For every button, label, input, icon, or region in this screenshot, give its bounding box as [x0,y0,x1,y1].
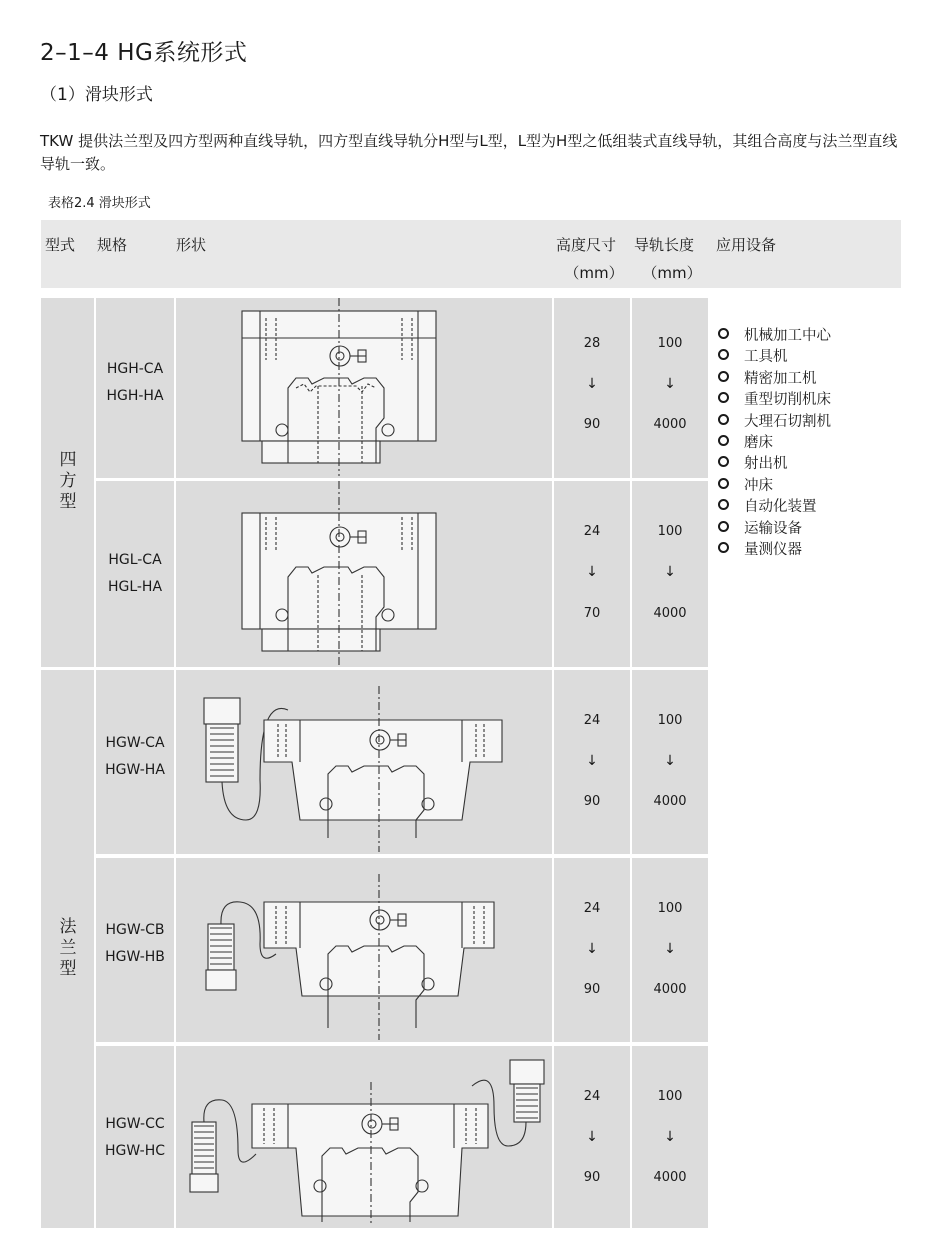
table-caption: 表格2.4 滑块形式 [48,196,151,211]
list-item: 大理石切割机 [718,410,831,431]
list-item: 冲床 [718,474,831,495]
length-arrow: ↓ [664,1129,676,1145]
list-item: 磨床 [718,431,831,452]
length-min: 100 [657,524,683,539]
length-min: 100 [657,713,683,728]
height-arrow: ↓ [586,376,598,392]
list-item: 重型切削机床 [718,388,831,409]
height-min: 24 [583,713,601,728]
length-arrow: ↓ [664,753,676,769]
section-title: 2–1–4 HG系统形式 [40,40,248,66]
length-min: 100 [657,901,683,916]
height-arrow: ↓ [586,564,598,580]
circle-bullet-icon [718,435,729,446]
list-item: 射出机 [718,452,831,473]
list-item: 机械加工中心 [718,324,831,345]
circle-bullet-icon [718,414,729,425]
spec-label: HGW-CB HGW-HB [105,922,165,965]
list-item: 运输设备 [718,517,831,538]
length-arrow: ↓ [664,564,676,580]
header-height: 高度尺寸 [556,236,617,254]
circle-bullet-icon [718,392,729,403]
length-max: 4000 [653,606,687,621]
header-type: 型式 [45,236,76,254]
hgh-block-drawing [176,298,552,478]
list-item: 工具机 [718,345,831,366]
height-max: 90 [583,982,601,997]
hgw-ca-block-drawing [176,670,552,854]
list-item: 精密加工机 [718,367,831,388]
hgl-block-drawing [176,481,552,667]
height-max: 90 [583,1170,601,1185]
spec-label: HGL-CA HGL-HA [107,552,163,595]
list-item: 自动化装置 [718,495,831,516]
intro-paragraph: TKW 提供法兰型及四方型两种直线导轨，四方型直线导轨分H型与L型，L型为H型之低组装式直线导轨，其组合高度与法兰型直线导轨一致。 [40,132,898,173]
header-length-unit: （mm） [642,264,702,282]
spec-label: HGW-CC HGW-HC [104,1116,165,1159]
length-arrow: ↓ [664,376,676,392]
length-max: 4000 [653,417,687,432]
header-application: 应用设备 [716,236,777,254]
group-label-square: 四 方 型 [59,450,77,512]
circle-bullet-icon [718,521,729,532]
length-max: 4000 [653,1170,687,1185]
height-min: 24 [583,901,601,916]
hgw-cc-block-drawing [176,1046,552,1228]
application-list [718,324,831,559]
spec-label: HGH-CA HGH-HA [106,361,164,404]
length-arrow: ↓ [664,941,676,957]
circle-bullet-icon [718,328,729,339]
height-min: 24 [583,1089,601,1104]
length-min: 100 [657,1089,683,1104]
circle-bullet-icon [718,499,729,510]
spec-label: HGW-CA HGW-HA [105,735,165,778]
circle-bullet-icon [718,371,729,382]
circle-bullet-icon [718,456,729,467]
hgw-cb-block-drawing [176,858,552,1042]
height-arrow: ↓ [586,1129,598,1145]
subsection-title: （1）滑块形式 [40,85,153,105]
circle-bullet-icon [718,542,729,553]
length-max: 4000 [653,982,687,997]
height-max: 90 [583,417,601,432]
height-min: 28 [583,336,601,351]
header-length: 导轨长度 [634,236,695,254]
header-height-unit: （mm） [564,264,624,282]
length-min: 100 [657,336,683,351]
circle-bullet-icon [718,478,729,489]
height-min: 24 [583,524,601,539]
height-arrow: ↓ [586,753,598,769]
height-max: 90 [583,794,601,809]
height-arrow: ↓ [586,941,598,957]
height-max: 70 [583,606,601,621]
group-label-flange: 法 兰 型 [59,917,77,979]
list-item: 量测仪器 [718,538,831,559]
header-spec: 规格 [97,236,128,254]
header-shape: 形状 [176,236,207,254]
circle-bullet-icon [718,349,729,360]
length-max: 4000 [653,794,687,809]
